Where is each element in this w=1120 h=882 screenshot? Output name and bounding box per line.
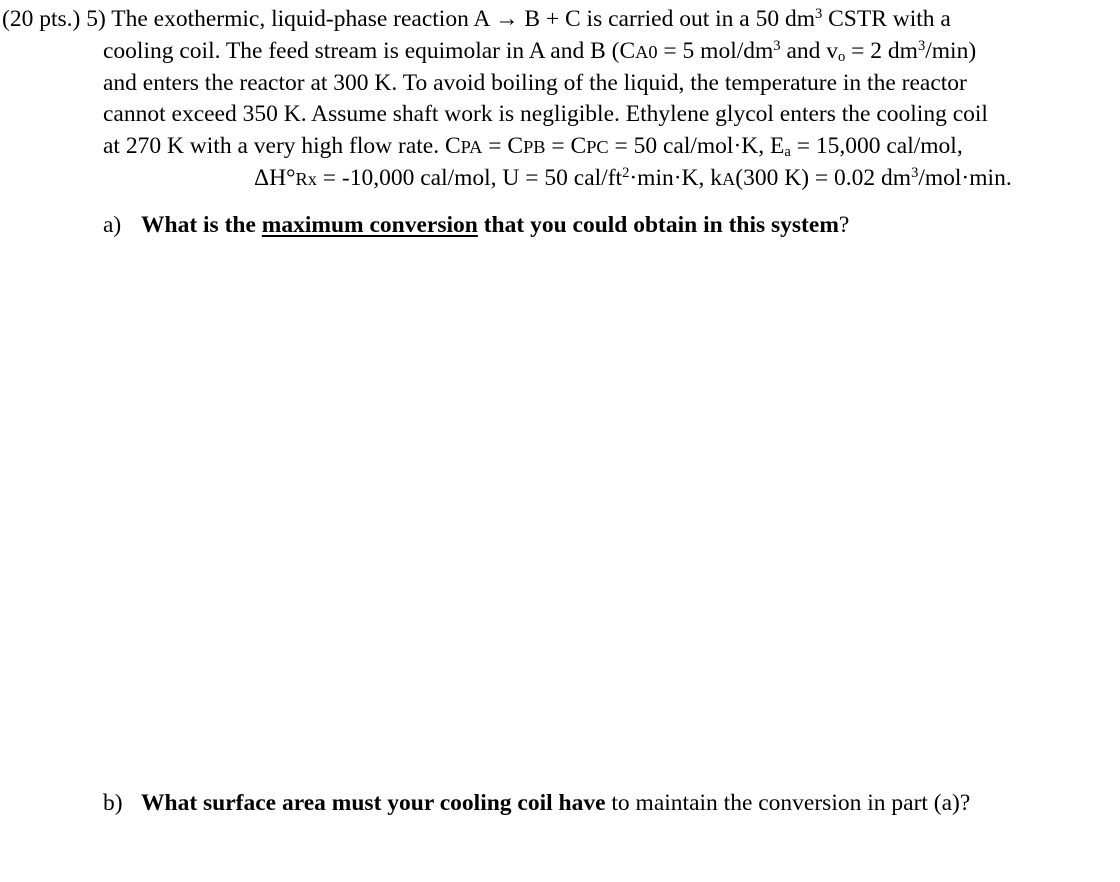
maximum-conversion-emphasis: maximum conversion — [261, 212, 478, 238]
problem-line-4: cannot exceed 350 K. Assume shaft work is negligible. Ethylene glycol enters the cooling coil — [103, 101, 988, 128]
problem-line-5: at 270 K with a very high flow rate. CPA = CPB = CPC = 50 cal/mol·K, $E_a = 15,000$ cal/mol, — [103, 133, 963, 161]
problem-line-1: (20 pts.) 5) The exothermic, liquid-phase reaction A → B + C is carried out in a 50 $dm^3$ CSTR with a — [2, 6, 951, 32]
problem-number: 5) — [86, 6, 106, 32]
question-b-bold-text: What surface area must your cooling coil have — [141, 790, 606, 816]
problem-statement — [2, 4, 1116, 195]
reaction-arrow: → — [494, 6, 519, 32]
question-b-text: to maintain the conversion in part (a)? — [605, 790, 971, 816]
problem-line-2: cooling coil. The feed stream is equimolar in A and B (CA0 = 5 mol/$dm^3$ and $v_o = 2$ $dm^3/\min$) — [103, 37, 977, 65]
problem-line-3: and enters the reactor at 300 K. To avoid boiling of the liquid, the temperature in the reactor — [103, 69, 967, 96]
question-b-label: b) — [103, 790, 123, 816]
question-a-label: a) — [103, 212, 122, 238]
question-a: a) What is the maximum conversion that you could obtain in this system? — [103, 210, 849, 242]
question-b — [103, 788, 970, 820]
points-label: (20 pts.) — [2, 6, 81, 32]
problem-line-6: ΔH°Rx = -10,000 cal/mol, U = 50 cal/$ft^2\cdot\min\cdot K$, kA(300 K) = 0.02 $dm^3/mol\cdot\min$. — [254, 164, 1012, 191]
question-a-text: What is the maximum conversion that you could obtain in this system — [141, 212, 839, 238]
